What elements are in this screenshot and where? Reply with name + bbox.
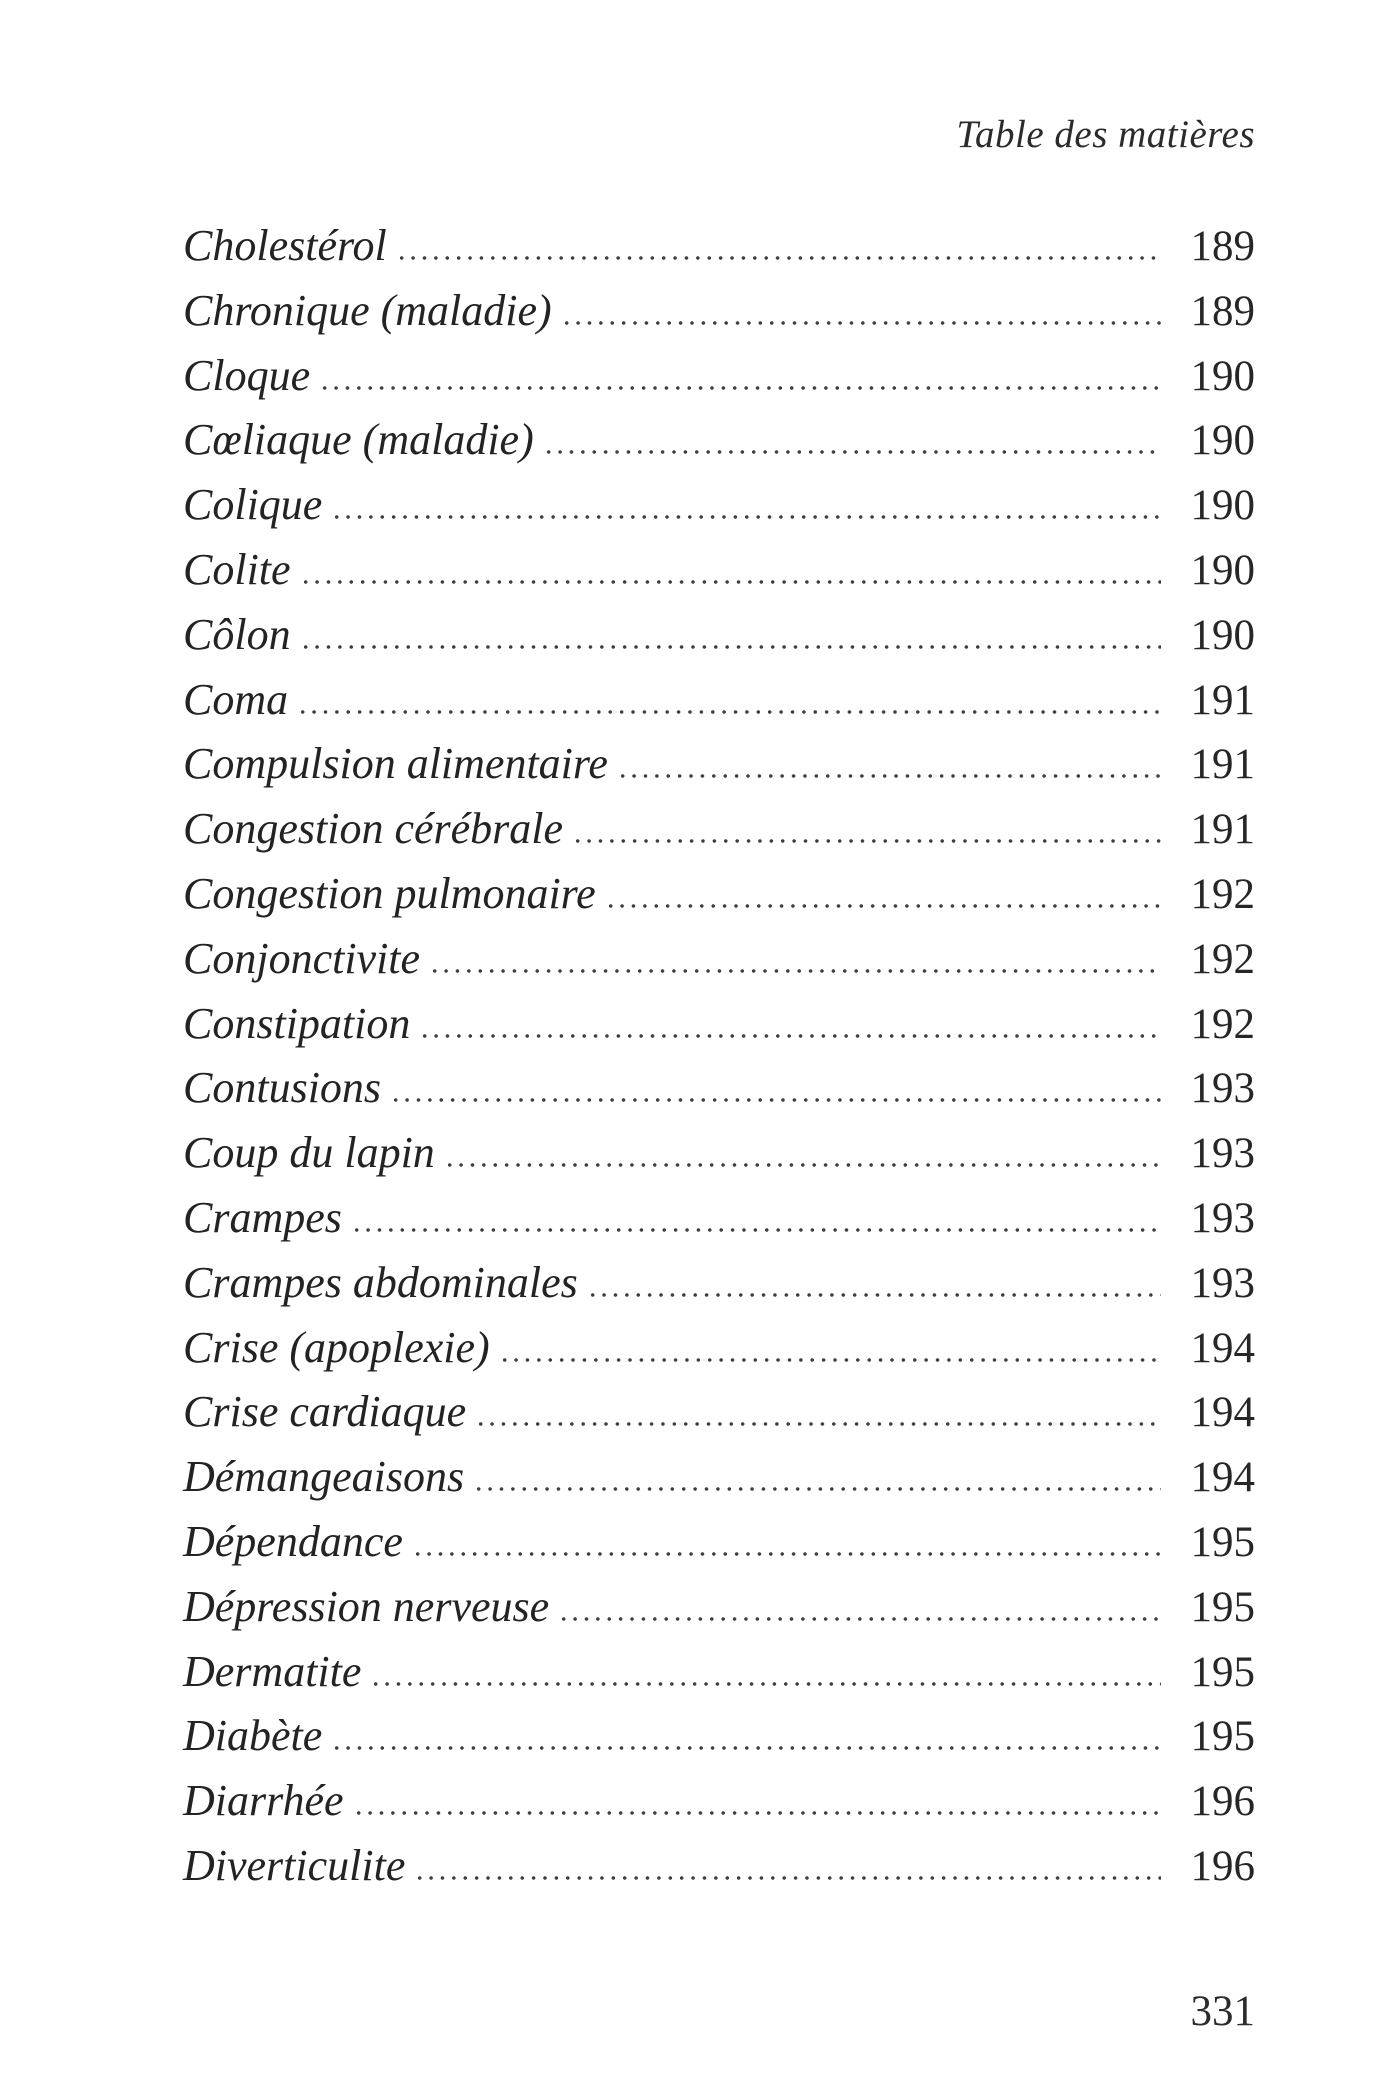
dot-leader-icon (353, 1811, 1161, 1815)
page-number: 331 (1190, 1988, 1255, 2035)
dot-leader-icon (390, 1098, 1161, 1102)
dot-leader-icon (297, 710, 1161, 714)
toc-entry-page: 195 (1190, 1648, 1255, 1696)
toc-entry-label: Dépression nerveuse (183, 1581, 550, 1631)
dot-leader-icon (396, 256, 1161, 260)
toc-entry-page: 193 (1190, 1065, 1255, 1113)
toc-entry-label: Côlon (183, 609, 291, 659)
toc-entry (183, 927, 1255, 992)
toc-entry-label: Conjonctivite (183, 933, 421, 983)
toc-entry (183, 1575, 1255, 1640)
toc-entry-page: 189 (1190, 223, 1255, 270)
dot-leader-icon (429, 969, 1161, 973)
toc-entry-page: 192 (1190, 1000, 1255, 1048)
toc-entry-page: 196 (1190, 1842, 1255, 1890)
toc-entry-label: Congestion cérébrale (183, 804, 564, 854)
toc-entry (183, 279, 1255, 344)
toc-entry-page: 190 (1190, 546, 1255, 594)
dot-leader-icon (499, 1358, 1161, 1362)
toc-entry-page: 190 (1190, 611, 1255, 659)
toc-entry (183, 603, 1255, 668)
toc-list (183, 214, 1255, 1899)
dot-leader-icon (475, 1422, 1161, 1426)
toc-entry (183, 214, 1255, 279)
toc-entry-label: Crise cardiaque (183, 1387, 467, 1437)
toc-entry-page: 190 (1190, 482, 1255, 530)
dot-leader-icon (300, 645, 1161, 649)
toc-entry (183, 1640, 1255, 1705)
toc-entry (183, 1121, 1255, 1186)
toc-entry-label: Diverticulite (183, 1840, 406, 1890)
dot-leader-icon (351, 1228, 1161, 1232)
toc-entry-page: 195 (1190, 1518, 1255, 1566)
dot-leader-icon (370, 1682, 1161, 1686)
toc-entry-label: Cholestérol (183, 221, 387, 270)
toc-entry (183, 1704, 1255, 1769)
toc-entry-page: 194 (1190, 1389, 1255, 1437)
toc-entry-page: 191 (1190, 741, 1255, 789)
toc-entry-label: Contusions (183, 1063, 382, 1113)
toc-entry (183, 732, 1255, 797)
dot-leader-icon (319, 386, 1161, 390)
toc-entry-label: Colite (183, 544, 291, 594)
running-header (956, 112, 1255, 157)
toc-entry (183, 797, 1255, 862)
toc-entry (183, 1316, 1255, 1381)
toc-entry (183, 1834, 1255, 1899)
dot-leader-icon (561, 321, 1161, 325)
toc-entry-page: 193 (1190, 1130, 1255, 1178)
toc-entry-label: Crampes (183, 1192, 342, 1242)
toc-entry (183, 992, 1255, 1057)
toc-entry-page: 196 (1190, 1778, 1255, 1826)
toc-entry-page: 194 (1190, 1454, 1255, 1502)
dot-leader-icon (617, 774, 1161, 778)
toc-entry-label: Coup du lapin (183, 1128, 435, 1178)
dot-leader-icon (412, 1552, 1161, 1556)
toc-entry (183, 1056, 1255, 1121)
toc-entry (183, 862, 1255, 927)
toc-entry-page: 191 (1190, 676, 1255, 724)
toc-entry-label: Diarrhée (183, 1776, 344, 1826)
dot-leader-icon (605, 904, 1161, 908)
dot-leader-icon (331, 515, 1161, 519)
toc-entry-page: 190 (1190, 417, 1255, 465)
toc-entry (183, 473, 1255, 538)
toc-entry-label: Constipation (183, 998, 411, 1048)
toc-entry-label: Cloque (183, 350, 311, 400)
dot-leader-icon (444, 1163, 1161, 1167)
toc-entry-label: Colique (183, 480, 323, 530)
dot-leader-icon (473, 1487, 1161, 1491)
toc-entry-page: 195 (1190, 1713, 1255, 1761)
toc-entry-label: Cœliaque (maladie) (183, 415, 534, 465)
toc-entry-label: Congestion pulmonaire (183, 868, 596, 918)
toc-entry (183, 538, 1255, 603)
dot-leader-icon (543, 450, 1161, 454)
toc-entry-page: 195 (1190, 1583, 1255, 1631)
toc-entry-page: 193 (1190, 1259, 1255, 1307)
toc-entry (183, 344, 1255, 409)
dot-leader-icon (587, 1293, 1161, 1297)
toc-entry-label: Diabète (183, 1711, 323, 1761)
running-header-text: Table des matières (956, 113, 1255, 156)
toc-entry (183, 408, 1255, 473)
toc-entry-page: 193 (1190, 1194, 1255, 1242)
dot-leader-icon (572, 839, 1161, 843)
toc-entry-page: 192 (1190, 870, 1255, 918)
toc-entry-label: Dépendance (183, 1516, 403, 1566)
toc-entry (183, 1445, 1255, 1510)
toc-entry (183, 668, 1255, 733)
toc-entry-label: Coma (183, 674, 289, 724)
toc-entry-label: Chronique (maladie) (183, 285, 552, 335)
toc-entry-label: Crise (apoplexie) (183, 1322, 490, 1372)
dot-leader-icon (558, 1617, 1161, 1621)
toc-entry-page: 189 (1190, 287, 1255, 335)
toc-entry-label: Crampes abdominales (183, 1257, 578, 1307)
toc-entry (183, 1186, 1255, 1251)
toc-entry (183, 1510, 1255, 1575)
toc-entry-label: Démangeaisons (183, 1452, 465, 1502)
toc-entry (183, 1251, 1255, 1316)
dot-leader-icon (331, 1746, 1161, 1750)
toc-entry-page: 191 (1190, 806, 1255, 854)
toc-entry-label: Dermatite (183, 1646, 362, 1696)
toc-entry (183, 1380, 1255, 1445)
dot-leader-icon (419, 1034, 1161, 1038)
dot-leader-icon (300, 580, 1161, 584)
toc-entry-page: 194 (1190, 1324, 1255, 1372)
toc-entry (183, 1769, 1255, 1834)
toc-entry-page: 192 (1190, 935, 1255, 983)
toc-entry-page: 190 (1190, 352, 1255, 400)
toc-entry-label: Compulsion alimentaire (183, 739, 608, 789)
dot-leader-icon (414, 1876, 1161, 1880)
